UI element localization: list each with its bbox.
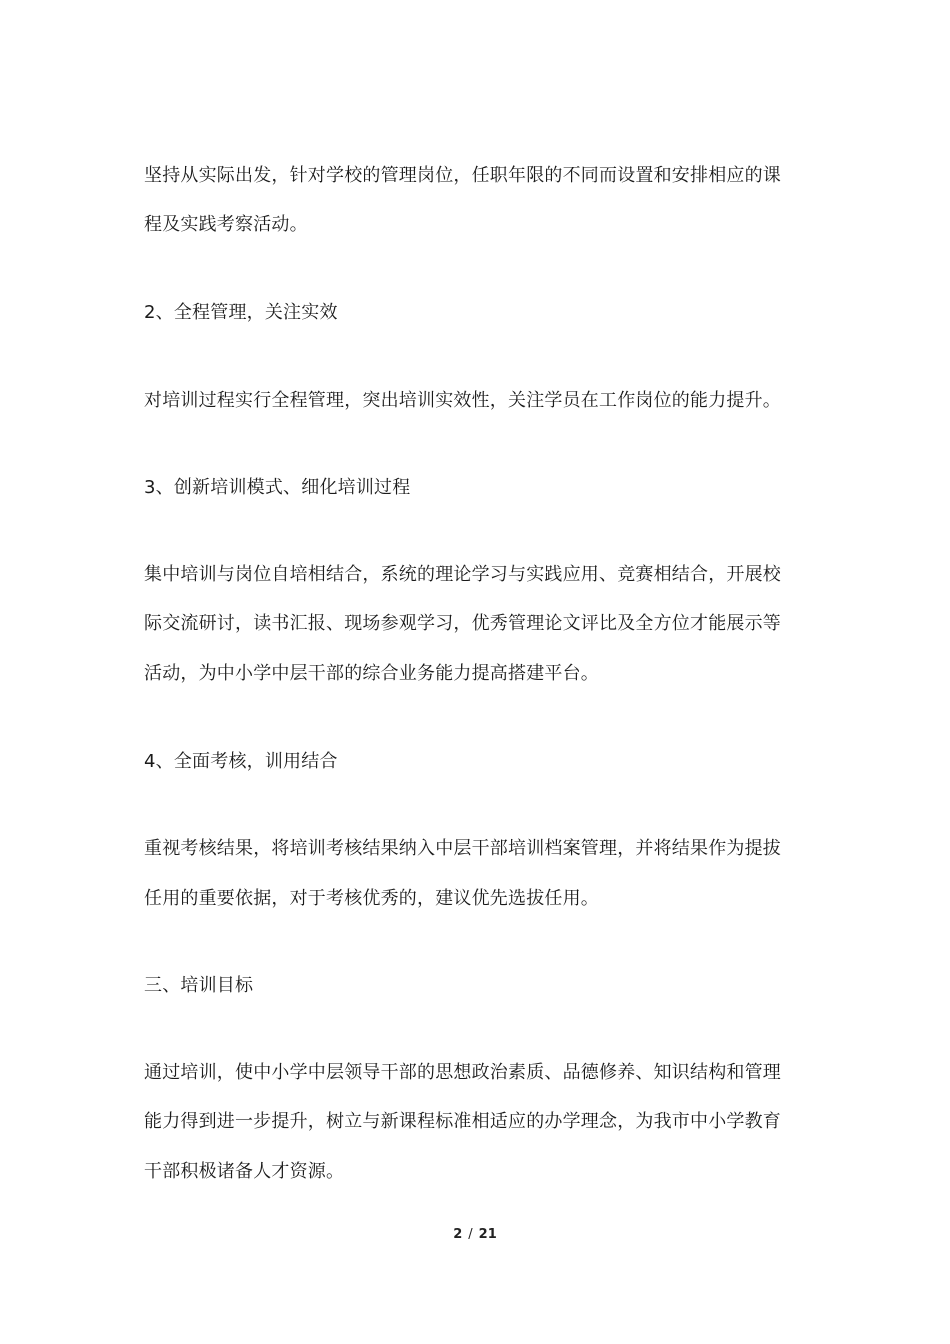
- section-heading: 3、创新培训模式、细化培训过程: [144, 477, 411, 498]
- page-current: 2: [453, 1227, 463, 1242]
- page-total: 21: [478, 1227, 497, 1242]
- paragraph-line: 活动，为中小学中层干部的综合业务能力提高搭建平台。: [144, 663, 599, 684]
- paragraph-line: 对培训过程实行全程管理，突出培训实效性，关注学员在工作岗位的能力提升。: [144, 390, 781, 411]
- paragraph-line: 际交流研讨，读书汇报、现场参观学习，优秀管理论文评比及全方位才能展示等: [144, 613, 781, 634]
- paragraph-line: 程及实践考察活动。: [144, 214, 308, 235]
- paragraph-line: 集中培训与岗位自培相结合，系统的理论学习与实践应用、竞赛相结合，开展校: [144, 564, 781, 585]
- paragraph-line: 能力得到进一步提升，树立与新课程标准相适应的办学理念，为我市中小学教育: [144, 1111, 781, 1132]
- page-number: [0, 1226, 950, 1244]
- section-heading: 2、全程管理，关注实效: [144, 302, 338, 323]
- paragraph-line: 干部积极诸备人才资源。: [144, 1161, 345, 1182]
- page-separator: /: [468, 1227, 473, 1242]
- paragraph-line: 任用的重要依据，对于考核优秀的，建议优先选拔任用。: [144, 888, 599, 909]
- section-heading: 三、培训目标: [144, 975, 254, 996]
- paragraph-line: 通过培训，使中小学中层领导干部的思想政治素质、品德修养、知识结构和管理: [144, 1062, 781, 1083]
- section-heading: 4、全面考核，训用结合: [144, 751, 338, 772]
- paragraph-line: 重视考核结果，将培训考核结果纳入中层干部培训档案管理，并将结果作为提拔: [144, 838, 781, 859]
- paragraph-line: 坚持从实际出发，针对学校的管理岗位，任职年限的不同而设置和安排相应的课: [144, 165, 781, 186]
